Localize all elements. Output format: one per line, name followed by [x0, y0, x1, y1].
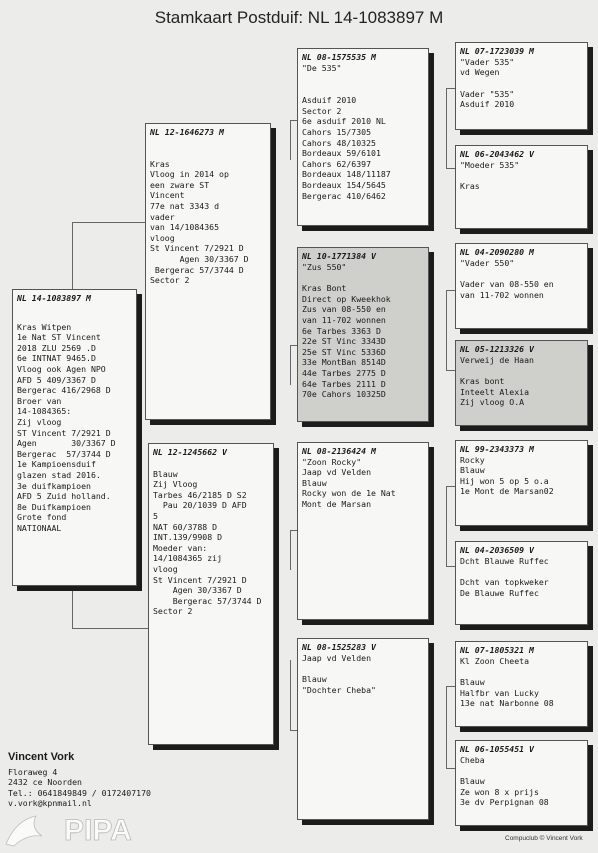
bird-name: "Vader 550": [460, 257, 515, 268]
bird-description: Asduif 2010 Sector 2 6e asduif 2010 NL Cahors 15/7305 Cahors 48/10325 Bordeaux 59/6101 Cahors 62/6397 Bordeaux 148/11187 Bordeaux 154/5645 Bergerac 410/6462: [302, 95, 391, 201]
bird-name: Jaap vd Velden: [302, 652, 372, 663]
pedigree-card-mother: [148, 443, 274, 745]
ring-number: NL 04-2090280 M: [460, 247, 534, 257]
footer-credit: Compuclub © Vincent Vork: [505, 835, 583, 842]
ring-number: NL 14-1083897 M: [17, 293, 91, 303]
bird-name: Cheba: [460, 754, 485, 765]
owner-info: [8, 752, 208, 809]
bird-description: Blauw "Dochter Cheba": [302, 674, 376, 695]
bird-description: Kras Vloog in 2014 op een zware ST Vincent 77e nat 3343 d vader van 14/1084365 vloog St Vincent 7/2921 D Agen 30/3367 D Bergerac 57/3744 D Sector 2: [150, 158, 249, 286]
ring-number: NL 12-1245662 V: [153, 447, 227, 457]
connector-line: [72, 222, 148, 223]
bird-description: Blauw Hij won 5 op 5 o.a 1e Mont de Marsan02: [460, 465, 554, 497]
pipa-logo-watermark: [2, 806, 162, 850]
ring-number: NL 99-2343373 M: [460, 444, 534, 454]
bird-description: Blauw Halfbr van Lucky 13e nat Narbonne 08: [460, 677, 554, 709]
pedigree-card-mfm: [455, 541, 588, 625]
bird-name: "Moeder 535": [460, 159, 520, 170]
pedigree-card-father: [145, 123, 271, 420]
pedigree-card-mf: [297, 442, 429, 620]
pipa-logo-text: PIPA: [64, 814, 132, 847]
bird-name: "Zus 550": [302, 261, 347, 272]
pedigree-card-ffm: [455, 145, 588, 229]
page-title: Stamkaart Postduif: NL 14-1083897 M: [154, 8, 444, 27]
ring-number: NL 07-1723039 M: [460, 46, 534, 56]
bird-description: Blauw Ze won 8 x prijs 3e dv Perpignan 08: [460, 776, 549, 808]
connector-line: [290, 530, 291, 570]
bird-name: Kl Zoon Cheeta: [460, 655, 530, 666]
ring-number: NL 07-1805321 M: [460, 645, 534, 655]
bird-name: Verweij de Haan: [460, 354, 534, 365]
ring-number: NL 05-1213326 V: [460, 344, 534, 354]
connector-line: [446, 290, 447, 370]
pedigree-card-fmf: [455, 243, 588, 329]
connector-line: [290, 120, 291, 160]
ring-number: NL 08-2136424 M: [302, 446, 376, 456]
owner-phone: Tel.: 0641849849 / 0172407170: [8, 787, 151, 798]
bird-name: "Vader 535" vd Wegen: [460, 56, 515, 78]
bird-description: Blauw Zij Vloog Tarbes 46/2185 D S2 Pau 20/1039 D AFD 5 NAT 60/3788 D INT.139/9908 D Moeder van: 14/1084365 zij vloog St Vincent 7/2921 D Agen 30/3367 D Bergerac 57/3744 D Sector 2: [153, 468, 262, 617]
bird-description: Kras: [460, 181, 480, 192]
ring-number: NL 12-1646273 M: [150, 127, 224, 137]
connector-line: [446, 486, 447, 566]
connector-line: [290, 660, 291, 730]
connector-line: [72, 222, 73, 290]
bird-description: Vader van 08-550 en van 11-702 wonnen: [460, 279, 554, 300]
bird-name: Dcht Blauwe Ruffec: [460, 555, 549, 566]
pedigree-card-mm: [297, 638, 429, 820]
pedigree-card-fmm: [455, 340, 588, 426]
bird-description: Vader "535" Asduif 2010: [460, 88, 515, 110]
bird-description: Blauw Rocky won de 1e Nat Mont de Marsan: [302, 477, 396, 509]
bird-description: Kras Witpen 1e Nat ST Vincent 2018 ZLU 2569 .D 6e INTNAT 9465.D Vloog ook Agen NPO AFD 5 409/3367 D Bergerac 416/2968 D Broer van 14-1084365: Zij vloog ST Vincent 7/2921 D Agen 30/3367 D Bergerac 57/3744 D 1e Kampioensduif glazen stad 2016. 3e duifkampioen AFD 5 Zuid holland. 8e Duifkampioen Grote fond NATIONAAL: [17, 321, 116, 533]
owner-street: Floraweg 4: [8, 766, 58, 777]
bird-description: Kras bont Inteelt Alexia Zij vloog O.A: [460, 376, 530, 408]
pedigree-card-ff: [297, 48, 429, 226]
bird-name: Rocky: [460, 454, 485, 465]
pedigree-card-mff: [455, 440, 588, 526]
bird-name: "Zoon Rocky" Jaap vd Velden: [302, 456, 372, 478]
connector-line: [72, 628, 148, 629]
owner-email: v.vork@kpnmail.nl: [8, 798, 92, 809]
bird-name: "De 535": [302, 62, 342, 73]
connector-line: [446, 686, 447, 768]
ring-number: NL 08-1525283 V: [302, 642, 376, 652]
owner-city: 2432 ce Noorden: [8, 777, 82, 788]
bird-description: Dcht van topkweker De Blauwe Ruffec: [460, 577, 549, 598]
pedigree-card-mmm: [455, 740, 588, 826]
connector-line: [290, 345, 291, 385]
ring-number: NL 06-2043462 V: [460, 149, 534, 159]
connector-line: [72, 586, 73, 628]
ring-number: NL 06-1055451 V: [460, 744, 534, 754]
pedigree-card-fff: [455, 42, 588, 130]
pedigree-card-mmf: [455, 641, 588, 727]
connector-line: [446, 88, 447, 168]
owner-name: Vincent Vork: [8, 751, 75, 763]
pedigree-card-main: [12, 289, 137, 586]
bird-description: Kras Bont Direct op Kweekhok Zus van 08-550 en van 11-702 wonnen 6e Tarbes 3363 D 22e ST Vinc 3343D 25e ST Vinc 5336D 33e MontBan 8514D 44e Tarbes 2775 D 64e Tarbes 2111 D 70e Cahors 10325D: [302, 283, 391, 400]
ring-number: NL 10-1771384 V: [302, 251, 376, 261]
ring-number: NL 04-2036509 V: [460, 545, 534, 555]
ring-number: NL 08-1575535 M: [302, 52, 376, 62]
pedigree-card-fm: [297, 247, 429, 422]
